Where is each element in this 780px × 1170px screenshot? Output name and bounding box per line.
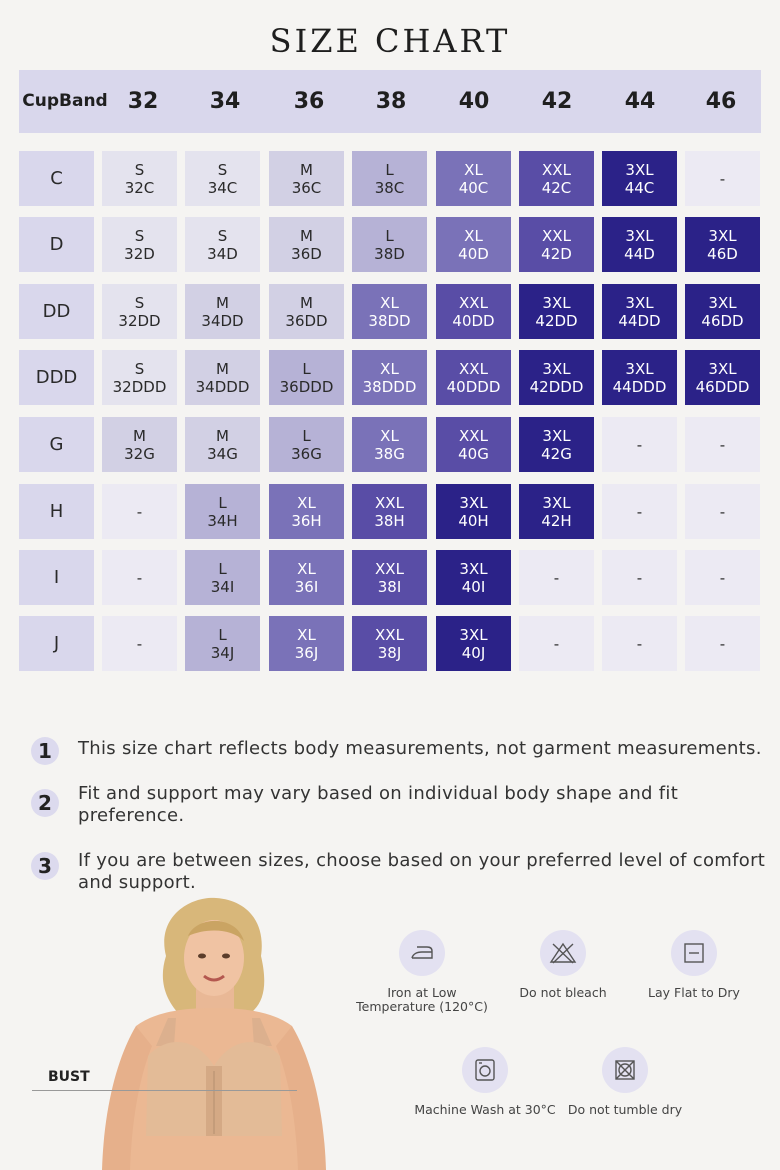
size-cell [519,550,594,605]
size-code: 38DD [368,311,411,330]
size-cell [269,616,344,671]
size-code: 42C [541,178,572,197]
note-number: 3 [31,852,59,880]
size-letter: S [134,293,145,312]
size-letter: - [719,634,726,653]
size-letter: S [217,226,228,245]
bust-label: BUST [48,1069,90,1085]
size-cell [519,484,594,539]
band-header: 46 [705,89,737,114]
size-letter: 3XL [459,559,488,578]
size-code: 34DD [201,311,244,330]
size-letter: - [719,169,726,188]
size-cell [602,417,677,472]
size-cell [269,284,344,339]
size-letter: XL [297,493,316,512]
size-letter: L [218,559,227,578]
page-title: SIZE CHART [269,22,511,60]
size-cell [602,484,677,539]
band-header: 36 [293,89,325,114]
size-code: 44D [624,244,655,263]
size-code: 32D [124,244,155,263]
size-cell [269,217,344,272]
care-label: Lay Flat to Dry [648,985,740,1000]
size-letter: XXL [542,226,571,245]
size-code: 40J [461,643,486,662]
size-cell [436,284,511,339]
size-cell [269,550,344,605]
size-code: 40D [458,244,489,263]
size-letter: - [636,568,643,587]
size-code: 32C [124,178,155,197]
size-code: 42DD [535,311,578,330]
size-cell [352,350,427,405]
size-code: 40DDD [446,377,501,396]
size-letter: S [134,359,145,378]
size-cell [685,350,760,405]
size-cell [269,151,344,206]
size-letter: 3XL [542,426,571,445]
lay-flat-icon [671,930,717,976]
size-letter: M [300,226,313,245]
cup-label: I [19,550,94,605]
size-cell [436,217,511,272]
size-letter: XL [464,226,483,245]
size-letter: - [136,502,143,521]
size-letter: - [636,435,643,454]
size-cell [185,350,260,405]
size-cell [436,350,511,405]
no-tumble-dry-icon [602,1047,648,1093]
size-cell [102,417,177,472]
size-letter: XL [464,160,483,179]
size-cell [102,217,177,272]
size-cell [685,417,760,472]
size-cell [352,616,427,671]
cup-label: J [19,616,94,671]
size-cell [102,284,177,339]
size-code: 42H [541,511,572,530]
size-letter: - [719,435,726,454]
size-letter: XXL [459,359,488,378]
corner-label: CupBand [22,91,108,111]
cup-label: G [19,417,94,472]
size-cell [102,350,177,405]
size-cell [685,151,760,206]
band-header: 40 [458,89,490,114]
size-code: 42D [541,244,572,263]
cup-label: DD [19,284,94,339]
size-letter: 3XL [542,493,571,512]
size-code: 38D [374,244,405,263]
model-illustration [96,896,332,1170]
size-table-header [19,70,761,133]
size-code: 46DDD [695,377,750,396]
size-cell [436,550,511,605]
size-letter: M [216,359,229,378]
size-cell [185,217,260,272]
size-cell [185,417,260,472]
size-code: 46DD [701,311,744,330]
size-code: 36DD [285,311,328,330]
size-letter: XXL [542,160,571,179]
size-letter: 3XL [708,359,737,378]
note-number: 1 [31,737,59,765]
size-cell [185,550,260,605]
size-cell [519,217,594,272]
size-code: 34J [210,643,235,662]
size-letter: M [300,160,313,179]
size-code: 40C [458,178,489,197]
size-letter: - [636,634,643,653]
size-code: 38DDD [362,377,417,396]
iron-icon [399,930,445,976]
size-letter: 3XL [459,625,488,644]
size-letter: XXL [459,426,488,445]
size-code: 36H [291,511,322,530]
size-letter: M [216,293,229,312]
size-cell [685,484,760,539]
cup-label: DDD [19,350,94,405]
size-letter: XL [380,359,399,378]
size-cell [185,616,260,671]
size-letter: S [134,160,145,179]
size-cell [602,217,677,272]
size-code: 36D [291,244,322,263]
size-letter: XXL [375,493,404,512]
size-cell [519,616,594,671]
size-cell [352,151,427,206]
size-code: 32DDD [112,377,167,396]
size-letter: - [136,568,143,587]
band-header: 34 [209,89,241,114]
size-code: 40G [458,444,489,463]
size-letter: XXL [375,625,404,644]
size-cell [685,284,760,339]
note-text: This size chart reflects body measurements, not garment measurements. [78,738,762,759]
size-code: 46D [707,244,738,263]
size-cell [602,616,677,671]
size-cell [269,350,344,405]
size-code: 36J [294,643,319,662]
size-cell [352,284,427,339]
size-code: 34D [207,244,238,263]
size-cell [102,484,177,539]
size-letter: 3XL [625,293,654,312]
size-cell [685,550,760,605]
size-letter: XXL [375,559,404,578]
band-header: 44 [624,89,656,114]
care-label: Do not tumble dry [567,1102,683,1117]
cup-label: C [19,151,94,206]
size-code: 44C [624,178,655,197]
size-letter: XL [297,625,316,644]
size-cell [685,217,760,272]
size-code: 34I [210,577,235,596]
size-code: 38I [377,577,402,596]
size-letter: L [218,493,227,512]
note-text: Fit and support may vary based on individual body shape and fit preference. [78,783,679,826]
size-cell [352,417,427,472]
size-letter: M [133,426,146,445]
size-letter: - [719,502,726,521]
size-code: 40I [461,577,486,596]
size-cell [185,151,260,206]
size-code: 32DD [118,311,161,330]
size-letter: L [302,359,311,378]
size-cell [519,350,594,405]
size-letter: 3XL [708,226,737,245]
size-code: 38J [377,643,402,662]
size-code: 36C [291,178,322,197]
size-letter: XL [380,426,399,445]
size-cell [519,151,594,206]
size-cell [519,284,594,339]
size-code: 40DD [452,311,495,330]
size-cell [102,550,177,605]
size-cell [436,151,511,206]
size-cell [436,616,511,671]
size-cell [185,484,260,539]
size-cell [185,284,260,339]
care-item-machine-wash [413,1047,557,1117]
size-code: 36G [291,444,322,463]
size-code: 34H [207,511,238,530]
size-code: 44DDD [612,377,667,396]
care-item-lay-flat [636,930,752,1000]
bust-measure-line [32,1090,297,1091]
no-bleach-icon [540,930,586,976]
size-cell [685,616,760,671]
size-letter: 3XL [459,493,488,512]
size-cell [602,550,677,605]
band-header: 42 [541,89,573,114]
size-cell [436,417,511,472]
size-letter: - [636,502,643,521]
size-code: 38G [374,444,405,463]
care-label: Iron at Low Temperature (120°C) [356,985,488,1014]
size-code: 42DDD [529,377,584,396]
size-letter: L [385,226,394,245]
size-cell [352,550,427,605]
size-letter: S [217,160,228,179]
size-code: 38C [374,178,405,197]
size-cell [436,484,511,539]
size-cell [602,350,677,405]
care-item-iron [352,930,492,1014]
size-cell [519,417,594,472]
size-cell [602,151,677,206]
size-code: 38H [374,511,405,530]
size-code: 34DDD [195,377,250,396]
size-code: 36DDD [279,377,334,396]
size-cell [352,217,427,272]
size-code: 44DD [618,311,661,330]
size-code: 42G [541,444,572,463]
size-code: 34C [207,178,238,197]
size-code: 32G [124,444,155,463]
size-letter: L [302,426,311,445]
size-cell [102,616,177,671]
cup-label: H [19,484,94,539]
band-header: 32 [127,89,159,114]
care-label: Do not bleach [519,985,607,1000]
size-letter: M [216,426,229,445]
band-header: 38 [375,89,407,114]
size-letter: 3XL [542,359,571,378]
care-item-tumble-dry [566,1047,684,1117]
size-letter: 3XL [708,293,737,312]
size-letter: 3XL [625,359,654,378]
size-letter: - [553,634,560,653]
size-letter: L [385,160,394,179]
size-letter: S [134,226,145,245]
size-letter: M [300,293,313,312]
note-number: 2 [31,789,59,817]
size-letter: XL [380,293,399,312]
size-code: 36I [294,577,319,596]
size-letter: 3XL [625,226,654,245]
size-letter: 3XL [625,160,654,179]
size-code: 40H [458,511,489,530]
size-letter: - [553,568,560,587]
cup-label: D [19,217,94,272]
size-letter: L [218,625,227,644]
size-cell [269,417,344,472]
size-letter: XXL [459,293,488,312]
size-letter: 3XL [542,293,571,312]
note-text: If you are between sizes, choose based on your preferred level of comfort and support. [78,850,766,893]
size-code: 34G [207,444,238,463]
size-cell [269,484,344,539]
size-cell [102,151,177,206]
size-letter: - [136,634,143,653]
size-cell [602,284,677,339]
care-label: Machine Wash at 30°C [414,1102,556,1117]
size-cell [352,484,427,539]
care-item-bleach [505,930,621,1000]
machine-wash-icon [462,1047,508,1093]
size-letter: XL [297,559,316,578]
size-letter: - [719,568,726,587]
